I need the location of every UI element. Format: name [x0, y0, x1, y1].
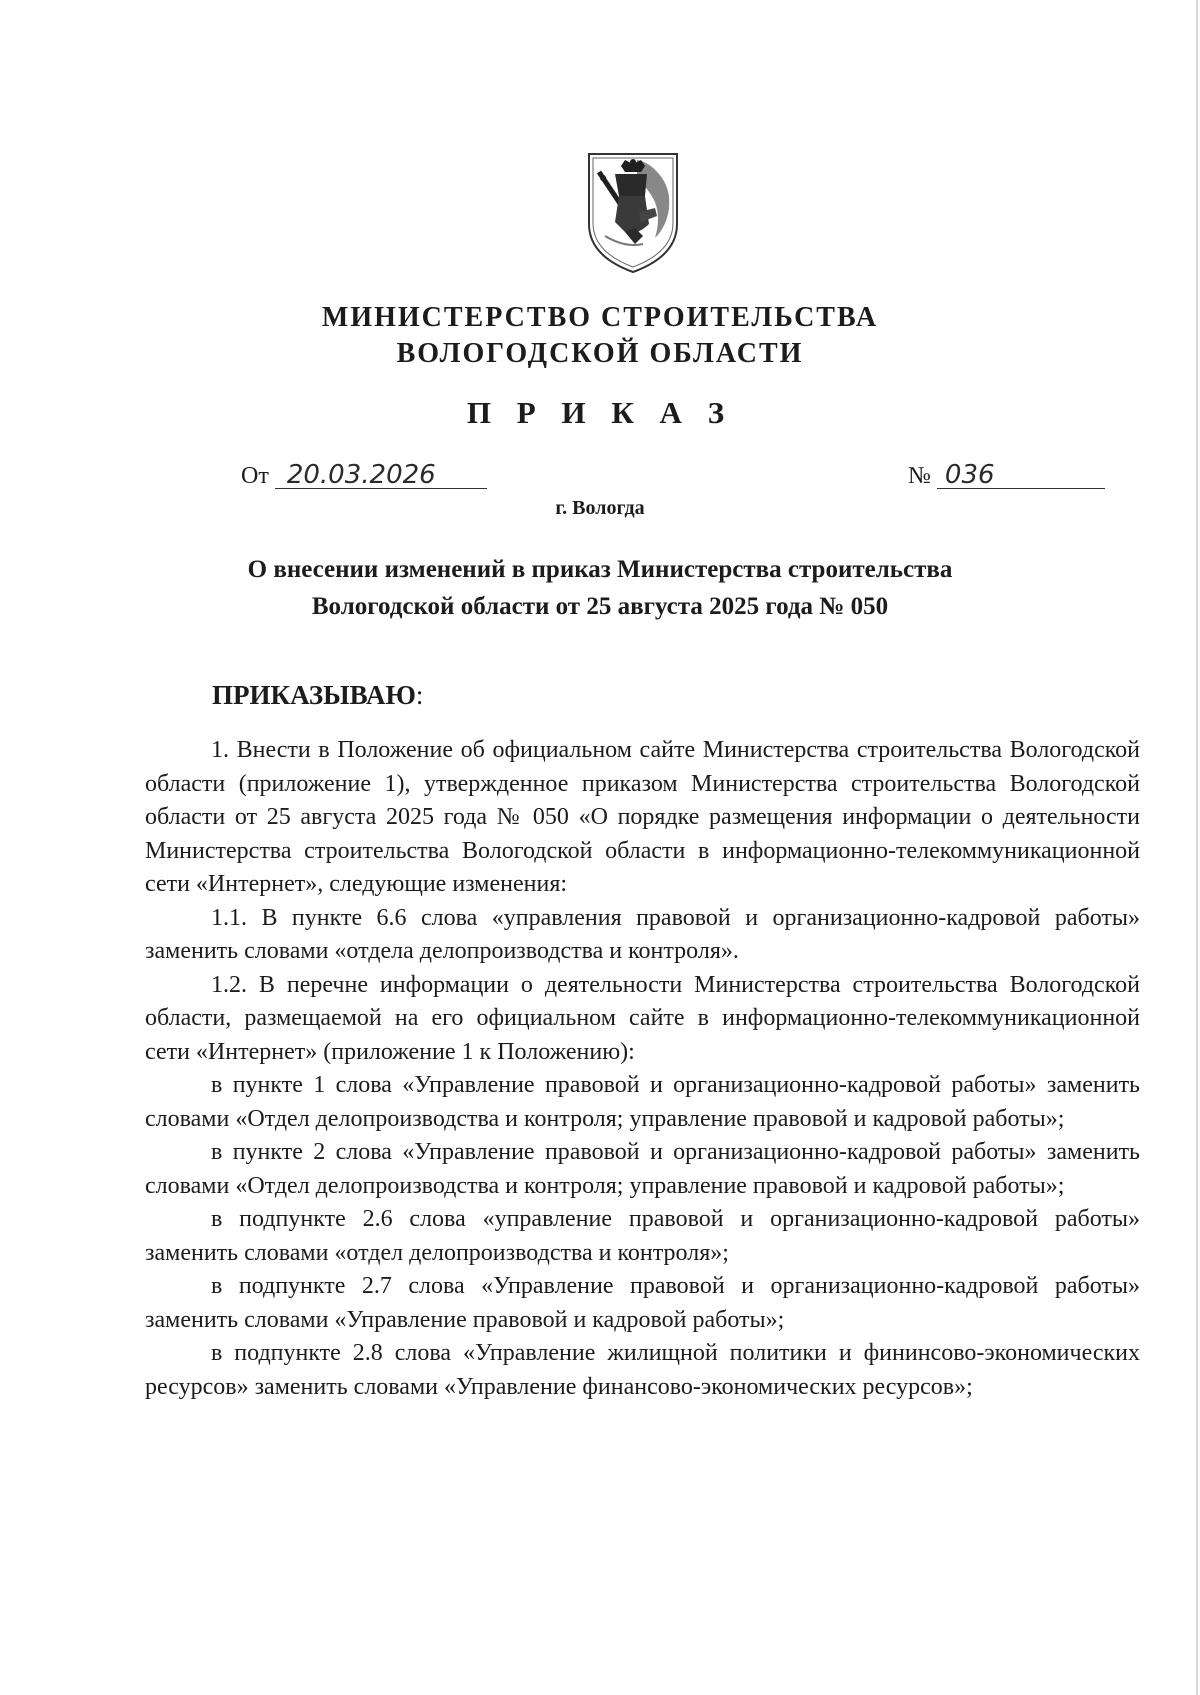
amendment-item: в подпункте 2.7 слова «Управление правовой и организационно-кадровой работы» заменить словами «Управление правовой и кадровой работы»; — [145, 1273, 1140, 1333]
ministry-name — [0, 300, 1200, 372]
amendment-item: в пункте 2 слова «Управление правовой и организационно-кадровой работы» заменить словами «Отдел делопроизводства и контроля; управление правовой и кадровой работы»; — [145, 1139, 1140, 1199]
number-value: 036 — [937, 462, 1105, 489]
document-subject — [0, 551, 1200, 625]
document-type: П Р И К А З — [466, 395, 734, 430]
subject-line-2: Вологодской области от 25 августа 2025 года № 050 — [311, 593, 889, 620]
subject-line-1: О внесении изменений в приказ Министерства строительства — [247, 556, 953, 583]
amendment-item: в подпункте 2.8 слова «Управление жилищной политики и фининсово-экономических ресурсов» заменить словами «Управление финансово-экономических ресурсов»; — [145, 1340, 1140, 1400]
amendment-item: в пункте 1 слова «Управление правовой и организационно-кадровой работы» заменить словами «Отдел делопроизводства и контроля; управление правовой и кадровой работы»; — [145, 1072, 1140, 1132]
amendment-item: в подпункте 2.6 слова «управление правовой и организационно-кадровой работы» заменить словами «отдел делопроизводства и контроля»; — [145, 1206, 1140, 1266]
document-body — [145, 734, 1140, 1404]
order-colon: : — [415, 680, 424, 710]
order-word: ПРИКАЗЫВАЮ — [212, 680, 416, 710]
scan-edge-line — [1196, 0, 1198, 1695]
paragraph-1-2: 1.2. В перечне информации о деятельности Министерства строительства Вологодской области, размещаемой на его официальном сайте в информационно-телекоммуникационной сети «Интернет» (приложение 1 к Положению): — [145, 971, 1140, 1065]
date-field — [241, 462, 487, 490]
date-value: 20.03.2026 — [275, 462, 487, 489]
paragraph-1: 1. Внести в Положение об официальном сайте Министерства строительства Вологодской области (приложение 1), утвержденное приказом Министерства строительства Вологодской области от 25 августа 2025 года № 050 «О порядке размещения информации о деятельности Министерства строительства Вологодской области в информационно-телекоммуникационной сети «Интернет», следующие изменения: — [145, 737, 1140, 897]
date-prefix: От — [241, 463, 269, 489]
number-prefix: № — [908, 463, 931, 489]
order-heading — [212, 680, 423, 711]
ministry-line-2: ВОЛОГОДСКОЙ ОБЛАСТИ — [396, 338, 804, 369]
coat-of-arms-icon — [585, 152, 681, 274]
ministry-line-1: МИНИСТЕРСТВО СТРОИТЕЛЬСТВА — [321, 302, 879, 333]
number-field — [908, 462, 1105, 490]
city: г. Вологда — [555, 497, 645, 519]
paragraph-1-1: 1.1. В пункте 6.6 слова «управления правовой и организационно-кадровой работы» заменить словами «отдела делопроизводства и контроля». — [145, 904, 1140, 964]
